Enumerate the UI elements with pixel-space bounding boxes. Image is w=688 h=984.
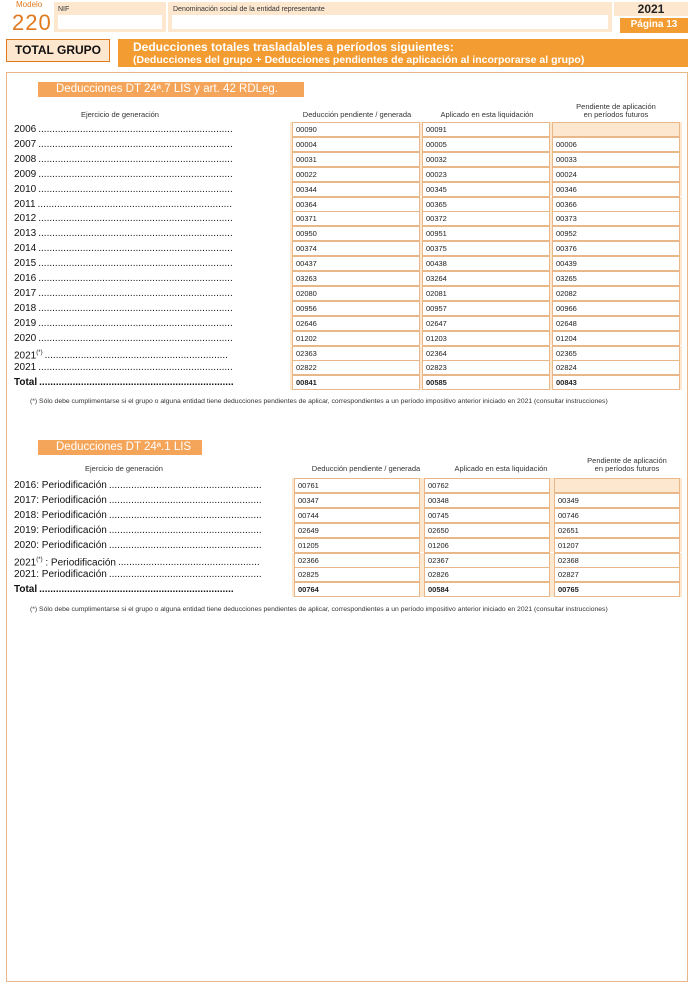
- deduccion-cell[interactable]: 00841: [292, 375, 420, 390]
- section1-col-aplicado: Aplicado en esta liquidación: [440, 110, 534, 119]
- deduccion-cell[interactable]: 01202: [292, 331, 420, 346]
- row-label: [14, 361, 290, 376]
- total-text: Total: [14, 377, 38, 389]
- section2-note: (*) Sólo debe cumplimentarse si el grupo o alguna entidad tiene deducciones pendientes de aplicar, correspondientes a un período impositivo anterior iniciado en 2021 (consultar instrucciones): [30, 606, 608, 613]
- aplicado-cell[interactable]: 00005: [422, 137, 550, 152]
- pendiente-cell[interactable]: 02827: [554, 567, 680, 582]
- row-label: [14, 568, 290, 583]
- total-text: Total: [14, 584, 38, 596]
- pendiente-cell: [554, 478, 680, 493]
- deduccion-cell[interactable]: 00950: [292, 226, 420, 241]
- row-year: 2008: [14, 153, 37, 165]
- row-label: [14, 554, 290, 569]
- leader-dots: ......................................................................: [38, 273, 233, 284]
- row-year: 2018: [14, 302, 37, 314]
- leader-dots: ......................................................................: [38, 138, 233, 150]
- deduccion-cell[interactable]: 00364: [292, 197, 420, 212]
- leader-dots: ......................................................................: [38, 243, 233, 255]
- deduccion-cell[interactable]: 00004: [292, 137, 420, 152]
- section2-col-pendiente-1: Pendiente de aplicación: [587, 456, 667, 465]
- pendiente-cell[interactable]: 00349: [554, 493, 680, 508]
- leader-dots: ......................................................................: [38, 332, 233, 344]
- total-label: [14, 583, 290, 598]
- aplicado-cell[interactable]: 00585: [422, 375, 550, 390]
- row-year: 2010: [14, 183, 37, 195]
- row-label: [14, 479, 290, 494]
- aplicado-cell[interactable]: 02823: [422, 360, 550, 375]
- aplicado-cell[interactable]: 02826: [424, 567, 550, 582]
- section2-col-ejercicio: Ejercicio de generación: [85, 464, 163, 473]
- aplicado-cell[interactable]: 03264: [422, 271, 550, 286]
- row-label: [14, 509, 290, 524]
- footnote-marker: (*): [36, 556, 43, 563]
- deduccion-cell[interactable]: 00744: [294, 508, 420, 523]
- leader-dots: .......................................................: [108, 509, 262, 521]
- title-line-2: (Deducciones del grupo + Deducciones pendientes de aplicación al incorporarse al grupo): [133, 54, 585, 66]
- aplicado-cell[interactable]: 00957: [422, 301, 550, 316]
- row-year: 2021: Periodificación: [14, 569, 107, 581]
- leader-dots: ......................................................................: [38, 258, 233, 270]
- section1-col-pendiente-1: Pendiente de aplicación: [576, 102, 656, 111]
- leader-dots: ...................................................: [117, 556, 260, 568]
- row-label: [14, 123, 290, 138]
- section2-heading: Deducciones DT 24ª.1 LIS: [38, 440, 202, 455]
- leader-dots: .......................................................: [108, 494, 262, 506]
- row-label: [14, 242, 290, 257]
- aplicado-cell[interactable]: 01203: [422, 331, 550, 346]
- total-grupo-label: TOTAL GRUPO: [14, 43, 101, 57]
- footnote-marker: (*): [36, 349, 43, 356]
- pendiente-cell[interactable]: 00765: [554, 582, 680, 597]
- deduccion-cell[interactable]: 00374: [292, 241, 420, 256]
- row-year: 2020: [14, 332, 37, 344]
- row-suffix: : Periodificación: [42, 556, 116, 568]
- pendiente-cell[interactable]: 00439: [552, 256, 680, 271]
- deduccion-cell[interactable]: 00437: [292, 256, 420, 271]
- pendiente-cell[interactable]: 00952: [552, 226, 680, 241]
- row-year: 2017: [14, 287, 37, 299]
- row-label: [14, 494, 290, 509]
- aplicado-cell[interactable]: 00762: [424, 478, 550, 493]
- row-year: 2020: Periodificación: [14, 539, 107, 551]
- pendiente-cell[interactable]: 02082: [552, 286, 680, 301]
- leader-dots: .......................................................: [108, 569, 262, 581]
- row-year: 2014: [14, 243, 37, 255]
- aplicado-cell[interactable]: 00375: [422, 241, 550, 256]
- aplicado-cell[interactable]: 00951: [422, 226, 550, 241]
- deduccion-cell[interactable]: 00344: [292, 182, 420, 197]
- deduccion-cell[interactable]: 02649: [294, 523, 420, 538]
- denominacion-label: Denominación social de la entidad representante: [173, 6, 325, 13]
- section2-col-deduccion: Deducción pendiente / generada: [311, 464, 421, 473]
- aplicado-cell[interactable]: 00091: [422, 122, 550, 137]
- row-label: [14, 212, 290, 227]
- pendiente-cell[interactable]: 00033: [552, 152, 680, 167]
- leader-dots: ......................................................................: [39, 584, 234, 596]
- aplicado-cell[interactable]: 02650: [424, 523, 550, 538]
- row-year: 2021: [14, 362, 37, 374]
- row-label: [14, 198, 290, 213]
- row-label: [14, 347, 290, 362]
- row-label: [14, 302, 290, 317]
- row-label: [14, 168, 290, 183]
- leader-dots: ..................................................................: [44, 349, 228, 361]
- aplicado-cell[interactable]: 02647: [422, 316, 550, 331]
- nif-label: NIF: [58, 6, 70, 13]
- deduccion-cell[interactable]: 02646: [292, 316, 420, 331]
- row-year: 2011: [14, 198, 36, 210]
- pendiente-cell[interactable]: 00843: [552, 375, 680, 390]
- leader-dots: ......................................................................: [39, 377, 234, 389]
- section1-col-deduccion: Deducción pendiente / generada: [302, 110, 412, 119]
- deduccion-cell[interactable]: 03263: [292, 271, 420, 286]
- aplicado-cell[interactable]: 02081: [422, 286, 550, 301]
- row-year: 2012: [14, 213, 37, 225]
- modelo-label: Modelo: [16, 0, 43, 9]
- row-year: 2019: Periodificación: [14, 524, 107, 536]
- pendiente-cell[interactable]: 02651: [554, 523, 680, 538]
- section1-col-pendiente-2: en períodos futuros: [583, 110, 649, 119]
- row-year: 2016: Periodificación: [14, 480, 107, 491]
- deduccion-cell[interactable]: 00090: [292, 122, 420, 137]
- row-year: 2016: [14, 273, 37, 284]
- denominacion-input[interactable]: [172, 15, 608, 29]
- form-year: 2021: [637, 2, 665, 16]
- deduccion-cell[interactable]: 01205: [294, 538, 420, 553]
- deduccion-cell[interactable]: 00347: [294, 493, 420, 508]
- pendiente-cell[interactable]: 00746: [554, 508, 680, 523]
- row-label: [14, 332, 290, 347]
- pendiente-cell[interactable]: 01207: [554, 538, 680, 553]
- pendiente-cell[interactable]: 00966: [552, 301, 680, 316]
- leader-dots: .......................................................: [108, 524, 262, 536]
- row-year: 2017: Periodificación: [14, 494, 107, 506]
- row-year: 2021: [14, 556, 37, 568]
- row-label: [14, 257, 290, 272]
- leader-dots: ......................................................................: [38, 124, 233, 135]
- aplicado-cell[interactable]: 00023: [422, 167, 550, 182]
- deduccion-cell[interactable]: 00031: [292, 152, 420, 167]
- row-year: 2019: [14, 317, 37, 329]
- aplicado-cell[interactable]: 02367: [424, 553, 550, 568]
- pendiente-cell[interactable]: 00376: [552, 241, 680, 256]
- row-year: 2015: [14, 258, 37, 270]
- pendiente-cell[interactable]: 00006: [552, 137, 680, 152]
- leader-dots: ......................................................................: [38, 168, 233, 180]
- section2-col-aplicado: Aplicado en esta liquidación: [454, 464, 548, 473]
- aplicado-cell[interactable]: 02364: [422, 346, 550, 361]
- leader-dots: ......................................................................: [38, 153, 233, 165]
- nif-input[interactable]: [58, 15, 162, 29]
- section2-col-pendiente-2: en períodos futuros: [594, 464, 660, 473]
- pendiente-cell[interactable]: 02365: [552, 346, 680, 361]
- pendiente-cell[interactable]: 02824: [552, 360, 680, 375]
- leader-dots: ......................................................................: [37, 198, 232, 210]
- pendiente-cell[interactable]: 01204: [552, 331, 680, 346]
- leader-dots: ......................................................................: [38, 183, 233, 195]
- aplicado-cell[interactable]: 00438: [422, 256, 550, 271]
- row-year: 2009: [14, 168, 37, 180]
- aplicado-cell[interactable]: 01206: [424, 538, 550, 553]
- deduccion-cell[interactable]: 02080: [292, 286, 420, 301]
- row-year: 2018: Periodificación: [14, 509, 107, 521]
- row-year: 2013: [14, 228, 37, 240]
- title-line-1: Deducciones totales trasladables a períodos siguientes:: [133, 40, 454, 54]
- aplicado-cell[interactable]: 00345: [422, 182, 550, 197]
- leader-dots: ......................................................................: [38, 362, 233, 374]
- row-label: [14, 227, 290, 242]
- aplicado-cell[interactable]: 00365: [422, 197, 550, 212]
- deduccion-cell[interactable]: 00371: [292, 211, 420, 226]
- aplicado-cell[interactable]: 00745: [424, 508, 550, 523]
- row-label: [14, 317, 290, 332]
- deduccion-cell[interactable]: 02822: [292, 360, 420, 375]
- row-label: [14, 287, 290, 302]
- leader-dots: ......................................................................: [38, 317, 233, 329]
- pendiente-cell: [552, 122, 680, 137]
- row-year: 2006: [14, 124, 37, 135]
- deduccion-cell[interactable]: 00761: [294, 478, 420, 493]
- pendiente-cell[interactable]: 00366: [552, 197, 680, 212]
- pendiente-cell[interactable]: 02368: [554, 553, 680, 568]
- section1-col-pendiente: [552, 103, 680, 119]
- leader-dots: ......................................................................: [38, 213, 233, 225]
- pendiente-cell[interactable]: 00024: [552, 167, 680, 182]
- row-label: [14, 183, 290, 198]
- row-label: [14, 272, 290, 287]
- section1-heading: Deducciones DT 24ª.7 LIS y art. 42 RDLeg. 4/2004: [38, 82, 304, 97]
- pendiente-cell[interactable]: 00373: [552, 211, 680, 226]
- leader-dots: ......................................................................: [38, 287, 233, 299]
- row-label: [14, 539, 290, 554]
- modelo-number: 220: [12, 10, 52, 35]
- deduccion-cell[interactable]: 00022: [292, 167, 420, 182]
- row-label: [14, 138, 290, 153]
- leader-dots: .......................................................: [108, 480, 262, 491]
- section2-col-pendiente: [566, 457, 688, 473]
- deduccion-cell[interactable]: 00764: [294, 582, 420, 597]
- deduccion-cell[interactable]: 02366: [294, 553, 420, 568]
- row-label: [14, 524, 290, 539]
- pendiente-cell[interactable]: 02648: [552, 316, 680, 331]
- aplicado-cell[interactable]: 00372: [422, 211, 550, 226]
- leader-dots: .......................................................: [108, 539, 262, 551]
- row-year: 2021: [14, 349, 37, 361]
- page-number: Página 13: [630, 19, 678, 30]
- total-label: [14, 376, 290, 391]
- pendiente-cell[interactable]: 00346: [552, 182, 680, 197]
- pendiente-cell[interactable]: 03265: [552, 271, 680, 286]
- leader-dots: ......................................................................: [38, 228, 233, 240]
- row-year: 2007: [14, 138, 37, 150]
- deduccion-cell[interactable]: 00956: [292, 301, 420, 316]
- section1-note: (*) Sólo debe cumplimentarse si el grupo o alguna entidad tiene deducciones pendientes de aplicar, correspondientes a un período impositivo anterior iniciado en 2021 (consultar instrucciones): [30, 398, 608, 405]
- row-label: [14, 153, 290, 168]
- deduccion-cell[interactable]: 02825: [294, 567, 420, 582]
- aplicado-cell[interactable]: 00584: [424, 582, 550, 597]
- aplicado-cell[interactable]: 00032: [422, 152, 550, 167]
- deduccion-cell[interactable]: 02363: [292, 346, 420, 361]
- leader-dots: ......................................................................: [38, 302, 233, 314]
- section1-col-ejercicio: Ejercicio de generación: [81, 110, 159, 119]
- aplicado-cell[interactable]: 00348: [424, 493, 550, 508]
